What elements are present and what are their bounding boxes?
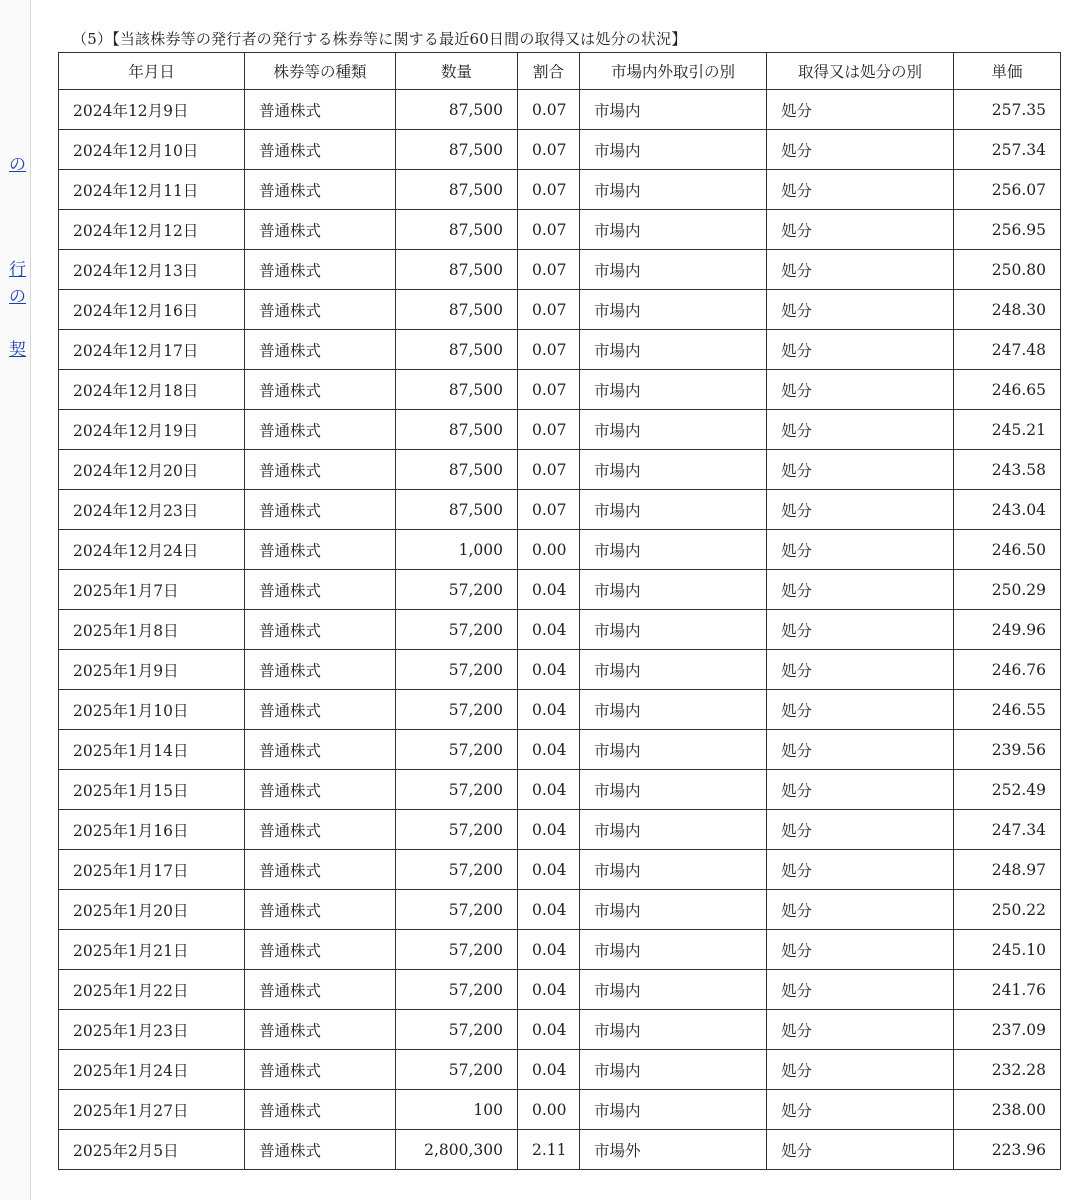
cell-security-type: 普通株式 xyxy=(245,730,396,770)
cell-ratio: 0.07 xyxy=(518,90,580,130)
cell-ratio: 0.07 xyxy=(518,170,580,210)
cell-quantity: 87,500 xyxy=(396,170,518,210)
cell-acquisition-disposal: 処分 xyxy=(767,570,954,610)
cell-ratio: 0.00 xyxy=(518,530,580,570)
cell-ratio: 0.07 xyxy=(518,290,580,330)
cell-date: 2025年1月24日 xyxy=(59,1050,245,1090)
cell-unit-price: 248.97 xyxy=(954,850,1061,890)
table-row xyxy=(59,290,1061,330)
cell-quantity: 57,200 xyxy=(396,890,518,930)
table-row xyxy=(59,530,1061,570)
cell-quantity: 100 xyxy=(396,1090,518,1130)
cell-quantity: 57,200 xyxy=(396,810,518,850)
cell-market: 市場内 xyxy=(580,450,767,490)
cell-ratio: 0.04 xyxy=(518,690,580,730)
cell-market: 市場内 xyxy=(580,290,767,330)
cell-acquisition-disposal: 処分 xyxy=(767,810,954,850)
cell-acquisition-disposal: 処分 xyxy=(767,610,954,650)
cell-acquisition-disposal: 処分 xyxy=(767,290,954,330)
cell-market: 市場内 xyxy=(580,130,767,170)
cell-market: 市場内 xyxy=(580,410,767,450)
cell-date: 2025年1月16日 xyxy=(59,810,245,850)
cell-unit-price: 245.10 xyxy=(954,930,1061,970)
cell-date: 2024年12月11日 xyxy=(59,170,245,210)
cell-date: 2024年12月17日 xyxy=(59,330,245,370)
cell-ratio: 0.00 xyxy=(518,1090,580,1130)
table-row xyxy=(59,610,1061,650)
table-row xyxy=(59,130,1061,170)
cell-ratio: 0.04 xyxy=(518,770,580,810)
cell-security-type: 普通株式 xyxy=(245,810,396,850)
cell-unit-price: 247.34 xyxy=(954,810,1061,850)
cell-market: 市場内 xyxy=(580,530,767,570)
cell-ratio: 0.07 xyxy=(518,410,580,450)
table-row xyxy=(59,1130,1061,1170)
table-header-row xyxy=(59,53,1061,90)
cell-quantity: 57,200 xyxy=(396,970,518,1010)
cell-date: 2024年12月13日 xyxy=(59,250,245,290)
cell-date: 2025年1月23日 xyxy=(59,1010,245,1050)
table-row xyxy=(59,1010,1061,1050)
table-row xyxy=(59,1050,1061,1090)
cell-quantity: 2,800,300 xyxy=(396,1130,518,1170)
cell-acquisition-disposal: 処分 xyxy=(767,530,954,570)
cell-date: 2024年12月10日 xyxy=(59,130,245,170)
cell-market: 市場内 xyxy=(580,370,767,410)
cell-unit-price: 256.07 xyxy=(954,170,1061,210)
cell-quantity: 57,200 xyxy=(396,1010,518,1050)
cell-date: 2025年1月9日 xyxy=(59,650,245,690)
cell-ratio: 0.04 xyxy=(518,1050,580,1090)
sidebar-link-3[interactable]: の xyxy=(9,287,26,307)
cell-market: 市場内 xyxy=(580,330,767,370)
cell-security-type: 普通株式 xyxy=(245,370,396,410)
table-row xyxy=(59,170,1061,210)
table-row xyxy=(59,450,1061,490)
cell-security-type: 普通株式 xyxy=(245,930,396,970)
sidebar-link-1[interactable]: の xyxy=(9,155,26,175)
cell-ratio: 0.07 xyxy=(518,130,580,170)
cell-security-type: 普通株式 xyxy=(245,770,396,810)
cell-date: 2024年12月23日 xyxy=(59,490,245,530)
cell-market: 市場内 xyxy=(580,90,767,130)
cell-security-type: 普通株式 xyxy=(245,850,396,890)
header-ratio: 割合 xyxy=(518,53,580,90)
table-row xyxy=(59,410,1061,450)
cell-acquisition-disposal: 処分 xyxy=(767,1130,954,1170)
table-row xyxy=(59,690,1061,730)
cell-ratio: 0.04 xyxy=(518,730,580,770)
cell-quantity: 87,500 xyxy=(396,130,518,170)
cell-acquisition-disposal: 処分 xyxy=(767,410,954,450)
header-market: 市場内外取引の別 xyxy=(580,53,767,90)
cell-security-type: 普通株式 xyxy=(245,450,396,490)
cell-market: 市場内 xyxy=(580,770,767,810)
table-row xyxy=(59,930,1061,970)
cell-quantity: 57,200 xyxy=(396,850,518,890)
cell-quantity: 87,500 xyxy=(396,90,518,130)
cell-ratio: 0.04 xyxy=(518,930,580,970)
cell-unit-price: 256.95 xyxy=(954,210,1061,250)
cell-acquisition-disposal: 処分 xyxy=(767,330,954,370)
cell-security-type: 普通株式 xyxy=(245,250,396,290)
cell-acquisition-disposal: 処分 xyxy=(767,1010,954,1050)
table-row xyxy=(59,370,1061,410)
cell-ratio: 0.04 xyxy=(518,610,580,650)
cell-acquisition-disposal: 処分 xyxy=(767,450,954,490)
cell-unit-price: 252.49 xyxy=(954,770,1061,810)
cell-quantity: 57,200 xyxy=(396,690,518,730)
cell-market: 市場内 xyxy=(580,250,767,290)
cell-security-type: 普通株式 xyxy=(245,490,396,530)
cell-security-type: 普通株式 xyxy=(245,1010,396,1050)
cell-ratio: 0.04 xyxy=(518,850,580,890)
cell-market: 市場内 xyxy=(580,1010,767,1050)
cell-quantity: 57,200 xyxy=(396,1050,518,1090)
cell-ratio: 0.07 xyxy=(518,250,580,290)
cell-acquisition-disposal: 処分 xyxy=(767,890,954,930)
cell-security-type: 普通株式 xyxy=(245,90,396,130)
cell-ratio: 2.11 xyxy=(518,1130,580,1170)
cell-unit-price: 246.65 xyxy=(954,370,1061,410)
cell-unit-price: 246.50 xyxy=(954,530,1061,570)
table-row xyxy=(59,970,1061,1010)
cell-unit-price: 250.29 xyxy=(954,570,1061,610)
main-content xyxy=(58,26,1060,1170)
cell-ratio: 0.07 xyxy=(518,210,580,250)
cell-date: 2025年1月27日 xyxy=(59,1090,245,1130)
cell-market: 市場内 xyxy=(580,690,767,730)
cell-security-type: 普通株式 xyxy=(245,130,396,170)
table-row xyxy=(59,770,1061,810)
cell-market: 市場内 xyxy=(580,850,767,890)
cell-quantity: 87,500 xyxy=(396,410,518,450)
cell-date: 2025年1月15日 xyxy=(59,770,245,810)
cell-market: 市場内 xyxy=(580,930,767,970)
cell-quantity: 57,200 xyxy=(396,770,518,810)
cell-ratio: 0.07 xyxy=(518,490,580,530)
table-row xyxy=(59,850,1061,890)
cell-security-type: 普通株式 xyxy=(245,1090,396,1130)
cell-unit-price: 249.96 xyxy=(954,610,1061,650)
cell-security-type: 普通株式 xyxy=(245,1050,396,1090)
cell-security-type: 普通株式 xyxy=(245,570,396,610)
cell-acquisition-disposal: 処分 xyxy=(767,970,954,1010)
sidebar-link-4[interactable]: 契 xyxy=(9,340,26,360)
cell-acquisition-disposal: 処分 xyxy=(767,930,954,970)
cell-quantity: 87,500 xyxy=(396,290,518,330)
cell-date: 2024年12月19日 xyxy=(59,410,245,450)
sidebar-link-2[interactable]: 行 xyxy=(9,260,26,280)
cell-unit-price: 246.76 xyxy=(954,650,1061,690)
cell-date: 2025年1月14日 xyxy=(59,730,245,770)
cell-market: 市場内 xyxy=(580,650,767,690)
table-row xyxy=(59,810,1061,850)
cell-quantity: 57,200 xyxy=(396,650,518,690)
cell-unit-price: 232.28 xyxy=(954,1050,1061,1090)
cell-ratio: 0.04 xyxy=(518,570,580,610)
cell-market: 市場内 xyxy=(580,810,767,850)
cell-unit-price: 257.34 xyxy=(954,130,1061,170)
cell-quantity: 87,500 xyxy=(396,210,518,250)
cell-market: 市場内 xyxy=(580,1050,767,1090)
cell-quantity: 1,000 xyxy=(396,530,518,570)
cell-security-type: 普通株式 xyxy=(245,1130,396,1170)
table-row xyxy=(59,90,1061,130)
cell-security-type: 普通株式 xyxy=(245,170,396,210)
table-row xyxy=(59,650,1061,690)
cell-acquisition-disposal: 処分 xyxy=(767,370,954,410)
cell-date: 2024年12月20日 xyxy=(59,450,245,490)
table-row xyxy=(59,210,1061,250)
transactions-table xyxy=(58,52,1061,1170)
cell-quantity: 57,200 xyxy=(396,610,518,650)
cell-date: 2024年12月18日 xyxy=(59,370,245,410)
cell-unit-price: 246.55 xyxy=(954,690,1061,730)
table-row xyxy=(59,490,1061,530)
cell-acquisition-disposal: 処分 xyxy=(767,130,954,170)
cell-security-type: 普通株式 xyxy=(245,650,396,690)
table-row xyxy=(59,330,1061,370)
cell-unit-price: 257.35 xyxy=(954,90,1061,130)
cell-acquisition-disposal: 処分 xyxy=(767,730,954,770)
cell-security-type: 普通株式 xyxy=(245,610,396,650)
cell-unit-price: 250.22 xyxy=(954,890,1061,930)
cell-date: 2024年12月24日 xyxy=(59,530,245,570)
cell-market: 市場内 xyxy=(580,890,767,930)
cell-ratio: 0.07 xyxy=(518,330,580,370)
cell-acquisition-disposal: 処分 xyxy=(767,90,954,130)
cell-market: 市場内 xyxy=(580,210,767,250)
cell-date: 2024年12月9日 xyxy=(59,90,245,130)
cell-security-type: 普通株式 xyxy=(245,690,396,730)
cell-acquisition-disposal: 処分 xyxy=(767,250,954,290)
cell-unit-price: 237.09 xyxy=(954,1010,1061,1050)
cell-market: 市場内 xyxy=(580,730,767,770)
cell-security-type: 普通株式 xyxy=(245,970,396,1010)
cell-ratio: 0.07 xyxy=(518,370,580,410)
cell-unit-price: 241.76 xyxy=(954,970,1061,1010)
cell-quantity: 57,200 xyxy=(396,570,518,610)
cell-security-type: 普通株式 xyxy=(245,890,396,930)
cell-security-type: 普通株式 xyxy=(245,290,396,330)
cell-acquisition-disposal: 処分 xyxy=(767,650,954,690)
cell-ratio: 0.04 xyxy=(518,890,580,930)
cell-ratio: 0.04 xyxy=(518,1010,580,1050)
cell-market: 市場内 xyxy=(580,1090,767,1130)
cell-date: 2025年2月5日 xyxy=(59,1130,245,1170)
cell-acquisition-disposal: 処分 xyxy=(767,690,954,730)
cell-ratio: 0.04 xyxy=(518,650,580,690)
table-row xyxy=(59,250,1061,290)
cell-market: 市場内 xyxy=(580,970,767,1010)
cell-date: 2025年1月21日 xyxy=(59,930,245,970)
cell-date: 2024年12月12日 xyxy=(59,210,245,250)
cell-security-type: 普通株式 xyxy=(245,530,396,570)
cell-unit-price: 245.21 xyxy=(954,410,1061,450)
cell-quantity: 87,500 xyxy=(396,490,518,530)
cell-security-type: 普通株式 xyxy=(245,210,396,250)
section-title: （5）【当該株券等の発行者の発行する株券等に関する最近60日間の取得又は処分の状況】 xyxy=(72,30,687,48)
header-acquisition-disposal: 取得又は処分の別 xyxy=(767,53,954,90)
cell-security-type: 普通株式 xyxy=(245,330,396,370)
cell-ratio: 0.07 xyxy=(518,450,580,490)
cell-date: 2025年1月22日 xyxy=(59,970,245,1010)
cell-date: 2024年12月16日 xyxy=(59,290,245,330)
cell-quantity: 57,200 xyxy=(396,930,518,970)
cell-quantity: 87,500 xyxy=(396,370,518,410)
cell-quantity: 57,200 xyxy=(396,730,518,770)
cell-unit-price: 239.56 xyxy=(954,730,1061,770)
cell-date: 2025年1月7日 xyxy=(59,570,245,610)
cell-unit-price: 243.58 xyxy=(954,450,1061,490)
cell-unit-price: 238.00 xyxy=(954,1090,1061,1130)
cell-acquisition-disposal: 処分 xyxy=(767,850,954,890)
cell-market: 市場内 xyxy=(580,610,767,650)
cell-acquisition-disposal: 処分 xyxy=(767,1090,954,1130)
cell-acquisition-disposal: 処分 xyxy=(767,770,954,810)
cell-acquisition-disposal: 処分 xyxy=(767,170,954,210)
cell-unit-price: 247.48 xyxy=(954,330,1061,370)
cell-quantity: 87,500 xyxy=(396,330,518,370)
cell-date: 2025年1月17日 xyxy=(59,850,245,890)
cell-unit-price: 248.30 xyxy=(954,290,1061,330)
cell-security-type: 普通株式 xyxy=(245,410,396,450)
cell-date: 2025年1月20日 xyxy=(59,890,245,930)
cell-unit-price: 243.04 xyxy=(954,490,1061,530)
cell-market: 市場内 xyxy=(580,170,767,210)
cell-ratio: 0.04 xyxy=(518,970,580,1010)
table-row xyxy=(59,1090,1061,1130)
cell-date: 2025年1月8日 xyxy=(59,610,245,650)
cell-acquisition-disposal: 処分 xyxy=(767,210,954,250)
cell-acquisition-disposal: 処分 xyxy=(767,490,954,530)
cell-market: 市場内 xyxy=(580,570,767,610)
table-body xyxy=(59,90,1061,1170)
cell-ratio: 0.04 xyxy=(518,810,580,850)
cell-unit-price: 250.80 xyxy=(954,250,1061,290)
table-row xyxy=(59,890,1061,930)
cell-date: 2025年1月10日 xyxy=(59,690,245,730)
left-sidebar xyxy=(0,0,31,1200)
cell-unit-price: 223.96 xyxy=(954,1130,1061,1170)
table-row xyxy=(59,570,1061,610)
header-quantity: 数量 xyxy=(396,53,518,90)
cell-market: 市場外 xyxy=(580,1130,767,1170)
cell-quantity: 87,500 xyxy=(396,450,518,490)
header-unit-price: 単価 xyxy=(954,53,1061,90)
cell-acquisition-disposal: 処分 xyxy=(767,1050,954,1090)
table-row xyxy=(59,730,1061,770)
cell-quantity: 87,500 xyxy=(396,250,518,290)
header-security-type: 株券等の種類 xyxy=(245,53,396,90)
header-date: 年月日 xyxy=(59,53,245,90)
cell-market: 市場内 xyxy=(580,490,767,530)
